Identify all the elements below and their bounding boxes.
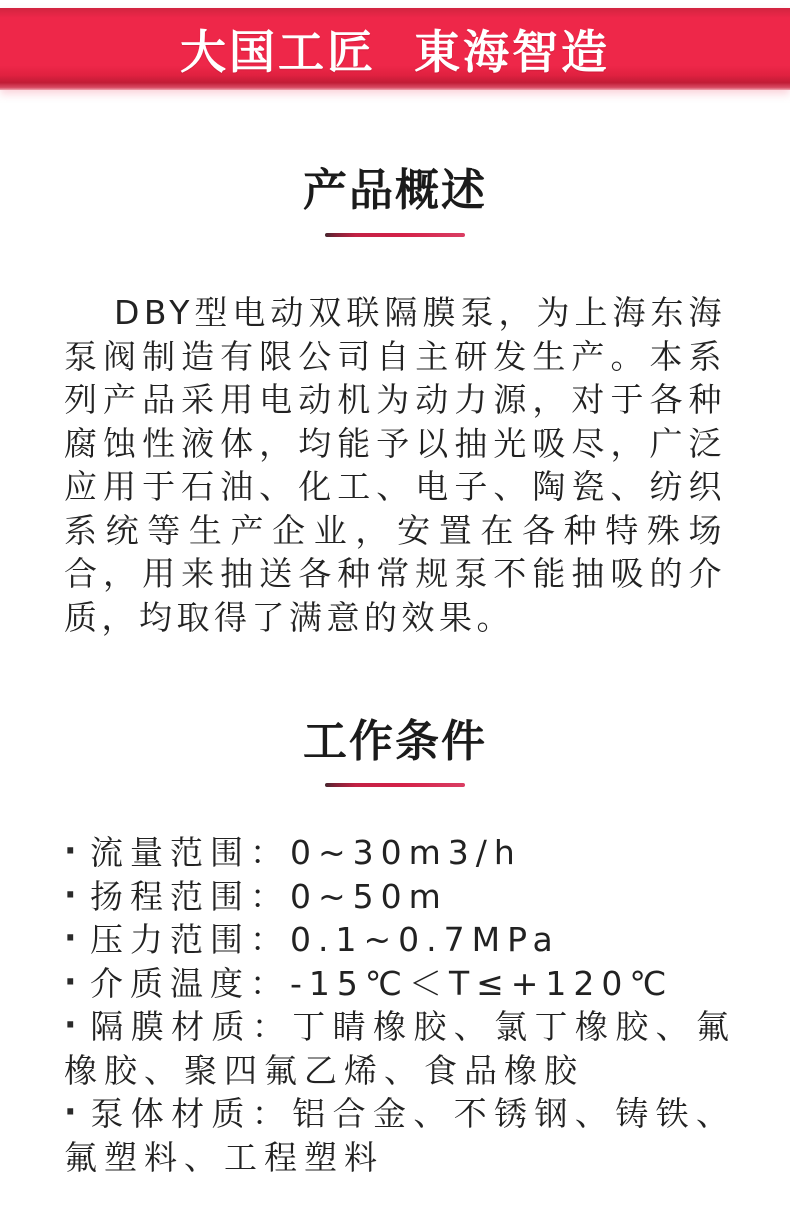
- spec-item-flow-range: [64, 831, 736, 875]
- spec-item-pump-body-material: [64, 1092, 736, 1179]
- bullet-dot-icon: ·: [64, 1092, 77, 1131]
- spec-item-text: 隔膜材质：丁睛橡胶、氯丁橡胶、氟橡胶、聚四氟乙烯、食品橡胶: [64, 1007, 736, 1090]
- bullet-dot-icon: ·: [64, 874, 77, 914]
- spec-list: [64, 831, 736, 1179]
- spec-item-text: 泵体材质：铝合金、不锈钢、铸铁、氟塑料、工程塑料: [64, 1094, 736, 1177]
- spec-item-head-range: [64, 875, 736, 919]
- bullet-dot-icon: ·: [64, 1005, 77, 1044]
- banner-title: 大国工匠 東海智造: [179, 25, 611, 79]
- spec-item-text: 压力范围：0.1~0.7MPa: [90, 920, 560, 959]
- bullet-dot-icon: ·: [64, 918, 77, 957]
- conditions-title-underline: [325, 783, 465, 787]
- spec-item-text: 介质温度：-15℃＜T≤+120℃: [90, 963, 674, 1003]
- brand-banner: [0, 8, 790, 90]
- overview-paragraph: DBY型电动双联隔膜泵，为上海东海泵阀制造有限公司自主研发生产。本系列产品采用电动机为动力源，对于各种腐蚀性液体，均能予以抽光吸尽，广泛应用于石油、化工、电子、陶瓷、纺织系统等生产企业，安置在各种特殊场合，用来抽送各种常规泵不能抽吸的介质，均取得了满意的效果。: [64, 293, 726, 637]
- spec-item-text: 扬程范围：0~50m: [90, 876, 448, 916]
- conditions-section-title: 工作条件: [303, 716, 487, 767]
- spec-item-pressure-range: [64, 918, 736, 962]
- bullet-dot-icon: ·: [64, 831, 77, 870]
- overview-section-title: 产品概述: [303, 165, 487, 216]
- spec-item-text: 流量范围：0~30m3/h: [90, 833, 522, 872]
- bullet-dot-icon: ·: [64, 961, 77, 1001]
- overview-title-underline: [325, 233, 465, 237]
- spec-item-diaphragm-material: [64, 1005, 736, 1092]
- spec-item-medium-temperature: [64, 962, 736, 1006]
